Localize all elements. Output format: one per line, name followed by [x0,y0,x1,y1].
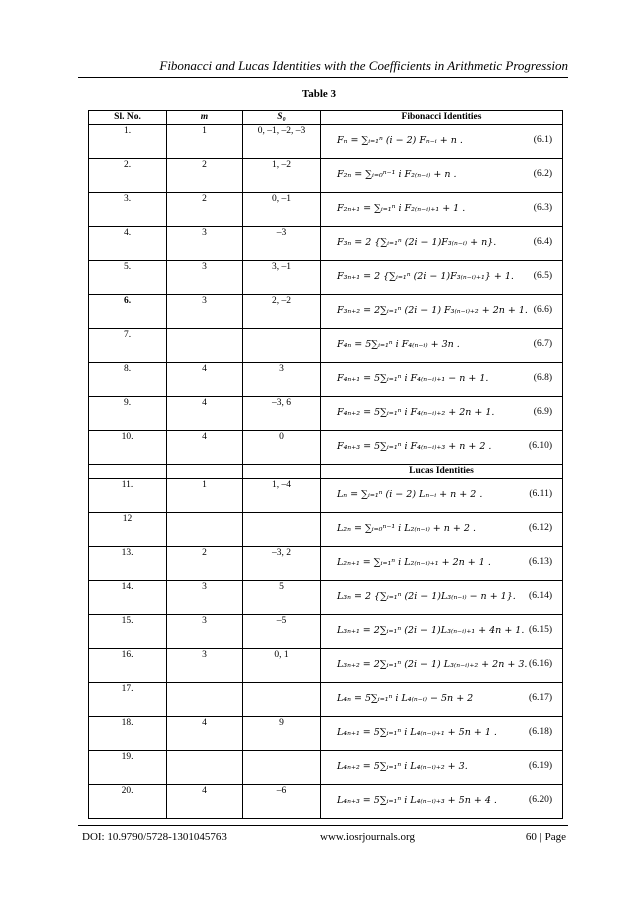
identity-formula: L₄ₙ = 5∑ᵢ₌₁ⁿ i L₄₍ₙ₋ᵢ₎ − 5n + 2 [337,693,474,704]
table-row [89,193,563,227]
equation-number: (6.16) [529,659,552,669]
identity-cell [321,547,563,581]
m-cell: 1 [167,125,243,159]
s0-cell [243,683,321,717]
equation-number: (6.8) [533,373,552,383]
equation-number: (6.17) [529,693,552,703]
table-row [89,615,563,649]
sl-cell: 2. [89,159,167,193]
lucas-heading-row [89,465,563,479]
s0-cell: 5 [243,581,321,615]
identity-formula: L₃ₙ = 2 {∑ᵢ₌₁ⁿ (2i − 1)L₃₍ₙ₋ᵢ₎ − n + 1}. [337,591,516,602]
col-header-sl: Sl. No. [89,111,167,125]
table-row [89,785,563,819]
table-row [89,431,563,465]
table-header-row [89,111,563,125]
table-row [89,227,563,261]
sl-cell: 13. [89,547,167,581]
m-cell: 2 [167,159,243,193]
empty-cell [243,465,321,479]
footer-website: www.iosrjournals.org [320,831,416,843]
table-row [89,479,563,513]
table-row [89,397,563,431]
m-cell: 1 [167,479,243,513]
s0-cell: 9 [243,717,321,751]
table-row [89,295,563,329]
running-title: Fibonacci and Lucas Identities with the Coefficients in Arithmetic Progression [159,58,568,73]
identity-cell [321,397,563,431]
identity-cell [321,193,563,227]
m-cell: 4 [167,397,243,431]
sl-cell: 1. [89,125,167,159]
table-row [89,363,563,397]
equation-number: (6.20) [529,795,552,805]
header-rule [78,77,568,78]
empty-cell [167,465,243,479]
identity-formula: L₄ₙ₊₂ = 5∑ᵢ₌₁ⁿ i L₄₍ₙ₋ᵢ₎₊₂ + 3. [337,761,468,772]
m-cell: 3 [167,227,243,261]
s0-cell: 0, –1, –2, –3 [243,125,321,159]
m-cell: 3 [167,581,243,615]
identity-cell [321,513,563,547]
equation-number: (6.12) [529,523,552,533]
s0-cell: 3 [243,363,321,397]
table-row [89,513,563,547]
equation-number: (6.13) [529,557,552,567]
identity-cell [321,615,563,649]
m-cell: 4 [167,363,243,397]
s0-cell [243,329,321,363]
identity-formula: Fₙ = ∑ᵢ₌₁ⁿ (i − 2) Fₙ₋ᵢ + n . [337,135,463,146]
footer-page-number: 60 | Page [525,831,566,843]
s0-cell: –3, 6 [243,397,321,431]
sl-cell: 17. [89,683,167,717]
s0-cell: –6 [243,785,321,819]
identity-cell [321,751,563,785]
m-cell: 3 [167,615,243,649]
identity-formula: F₄ₙ₊₃ = 5∑ᵢ₌₁ⁿ i F₄₍ₙ₋ᵢ₎₊₃ + n + 2 . [337,441,492,452]
lucas-section [89,465,563,819]
identity-cell [321,159,563,193]
identity-cell [321,227,563,261]
s0-cell: –3 [243,227,321,261]
identities-table [88,110,563,819]
table-row [89,261,563,295]
identity-formula: L₃ₙ₊₂ = 2∑ᵢ₌₁ⁿ (2i − 1) L₃₍ₙ₋ᵢ₎₊₂ + 2n + 3. [337,659,528,670]
table-caption: Table 3 [301,88,337,100]
identity-cell [321,261,563,295]
s0-cell [243,513,321,547]
equation-number: (6.1) [533,135,552,145]
s0-cell: 2, –2 [243,295,321,329]
identity-formula: L₄ₙ₊₃ = 5∑ᵢ₌₁ⁿ i L₄₍ₙ₋ᵢ₎₊₃ + 5n + 4 . [337,795,497,806]
m-cell [167,329,243,363]
identity-formula: F₃ₙ₊₁ = 2 {∑ᵢ₌₁ⁿ (2i − 1)F₃₍ₙ₋ᵢ₎₊₁} + 1. [337,271,514,282]
table-row [89,717,563,751]
table-row [89,547,563,581]
m-cell: 2 [167,193,243,227]
identity-formula: F₃ₙ₊₂ = 2∑ᵢ₌₁ⁿ (2i − 1) F₃₍ₙ₋ᵢ₎₊₂ + 2n + 1. [337,305,528,316]
identity-formula: F₄ₙ = 5∑ᵢ₌₁ⁿ i F₄₍ₙ₋ᵢ₎ + 3n . [337,339,460,350]
fibonacci-section [89,125,563,465]
identity-cell [321,717,563,751]
m-cell: 3 [167,649,243,683]
col-header-identities: Fibonacci Identities [321,111,563,125]
identity-cell [321,683,563,717]
sl-cell: 9. [89,397,167,431]
sl-cell: 7. [89,329,167,363]
sl-cell: 10. [89,431,167,465]
s0-cell: 1, –4 [243,479,321,513]
equation-number: (6.14) [529,591,552,601]
col-header-m: m [167,111,243,125]
identity-cell [321,479,563,513]
sl-cell: 15. [89,615,167,649]
sl-cell: 11. [89,479,167,513]
sl-cell: 16. [89,649,167,683]
identity-cell [321,581,563,615]
empty-cell [89,465,167,479]
s0-cell: –5 [243,615,321,649]
equation-number: (6.10) [529,441,552,451]
s0-cell: –3, 2 [243,547,321,581]
table-row [89,159,563,193]
sl-cell: 20. [89,785,167,819]
equation-number: (6.15) [529,625,552,635]
s0-cell [243,751,321,785]
lucas-heading: Lucas Identities [321,465,563,479]
identity-cell [321,431,563,465]
m-cell [167,751,243,785]
identity-formula: F₃ₙ = 2 {∑ᵢ₌₁ⁿ (2i − 1)F₃₍ₙ₋ᵢ₎ + n}. [337,237,497,248]
m-cell [167,683,243,717]
identity-cell [321,329,563,363]
identity-formula: Lₙ = ∑ᵢ₌₁ⁿ (i − 2) Lₙ₋ᵢ + n + 2 . [337,489,483,500]
equation-number: (6.11) [529,489,552,499]
equation-number: (6.4) [533,237,552,247]
equation-number: (6.7) [533,339,552,349]
identity-formula: L₃ₙ₊₁ = 2∑ᵢ₌₁ⁿ (2i − 1)L₃₍ₙ₋ᵢ₎₊₁ + 4n + 1. [337,625,525,636]
identity-cell [321,363,563,397]
table-row [89,751,563,785]
s0-cell: 0, –1 [243,193,321,227]
identity-cell [321,649,563,683]
table-row [89,683,563,717]
identity-cell [321,125,563,159]
equation-number: (6.5) [533,271,552,281]
m-cell: 4 [167,785,243,819]
identity-formula: F₂ₙ₊₁ = ∑ᵢ₌₁ⁿ i F₂₍ₙ₋ᵢ₎₊₁ + 1 . [337,203,466,214]
identity-formula: L₂ₙ₊₁ = ∑ᵢ₌₁ⁿ i L₂₍ₙ₋ᵢ₎₊₁ + 2n + 1 . [337,557,491,568]
sl-cell: 5. [89,261,167,295]
sl-cell: 3. [89,193,167,227]
identity-formula: F₂ₙ = ∑ᵢ₌₀ⁿ⁻¹ i F₂₍ₙ₋ᵢ₎ + n . [337,169,457,180]
identity-formula: F₄ₙ₊₂ = 5∑ᵢ₌₁ⁿ i F₄₍ₙ₋ᵢ₎₊₂ + 2n + 1. [337,407,495,418]
m-cell: 4 [167,431,243,465]
table-row [89,649,563,683]
sl-cell: 14. [89,581,167,615]
s0-cell: 1, –2 [243,159,321,193]
m-cell: 3 [167,295,243,329]
table-row [89,125,563,159]
s0-cell: 0, 1 [243,649,321,683]
table-row [89,329,563,363]
m-cell: 3 [167,261,243,295]
table-row [89,581,563,615]
sl-cell: 8. [89,363,167,397]
equation-number: (6.9) [533,407,552,417]
sl-cell: 4. [89,227,167,261]
sl-cell: 18. [89,717,167,751]
m-cell: 2 [167,547,243,581]
m-cell: 4 [167,717,243,751]
identity-formula: L₂ₙ = ∑ᵢ₌₀ⁿ⁻¹ i L₂₍ₙ₋ᵢ₎ + n + 2 . [337,523,476,534]
equation-number: (6.6) [533,305,552,315]
footer-doi: DOI: 10.9790/5728-1301045763 [82,831,227,843]
s0-cell: 3, –1 [243,261,321,295]
identity-formula: F₄ₙ₊₁ = 5∑ᵢ₌₁ⁿ i F₄₍ₙ₋ᵢ₎₊₁ − n + 1. [337,373,489,384]
footer-rule [78,825,568,826]
m-cell [167,513,243,547]
sl-cell: 6. [89,295,167,329]
equation-number: (6.18) [529,727,552,737]
identity-cell [321,785,563,819]
identity-cell [321,295,563,329]
identity-formula: L₄ₙ₊₁ = 5∑ᵢ₌₁ⁿ i L₄₍ₙ₋ᵢ₎₊₁ + 5n + 1 . [337,727,497,738]
sl-cell: 12 [89,513,167,547]
sl-cell: 19. [89,751,167,785]
equation-number: (6.19) [529,761,552,771]
s0-cell: 0 [243,431,321,465]
equation-number: (6.3) [533,203,552,213]
equation-number: (6.2) [533,169,552,179]
col-header-s0: S₀ [243,111,321,125]
